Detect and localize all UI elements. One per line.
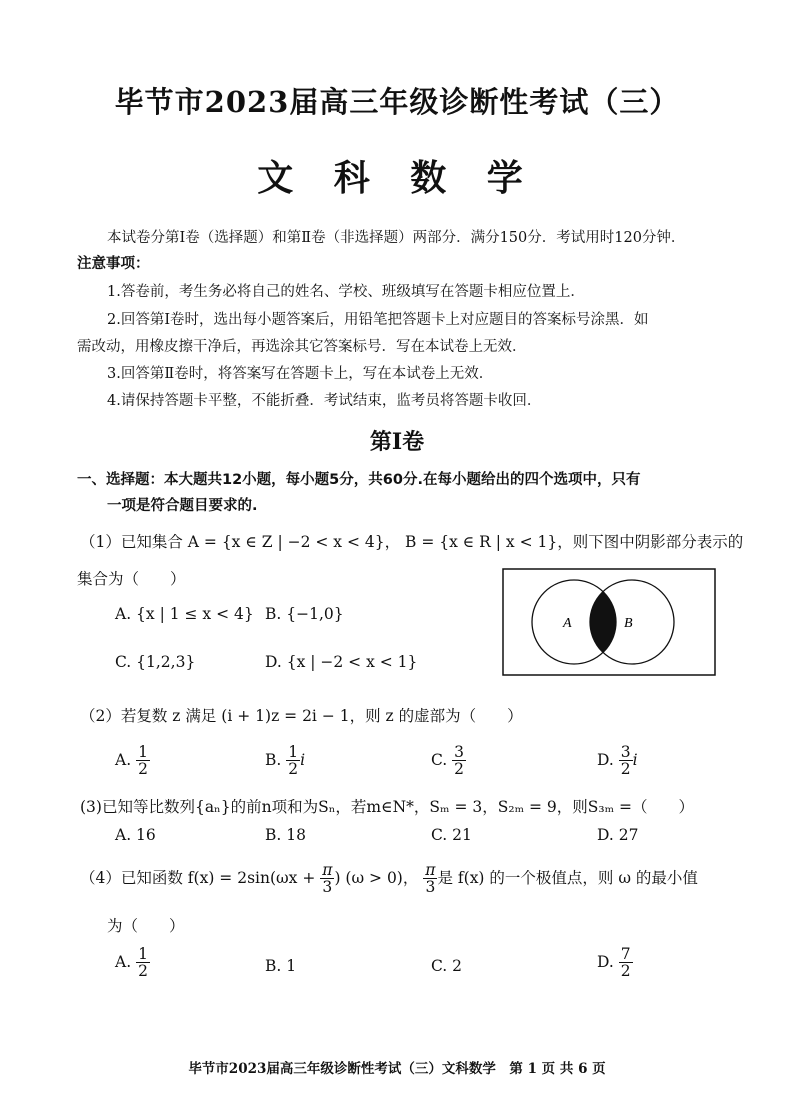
- q2-option-b: B. $\frac{1}{2}$ i: [265, 743, 306, 779]
- venn-label-a: A: [563, 616, 572, 631]
- q4-option-d: D. $\frac{7}{2}$: [597, 945, 631, 981]
- q1-option-d: D. {x | −2 < x < 1}: [265, 653, 418, 671]
- q4-option-b: B. 1: [265, 957, 297, 975]
- q1-option-a: A. {x | 1 ≤ x < 4}: [115, 605, 254, 623]
- q3-option-b: B. 18: [265, 826, 306, 844]
- q4-stem-cont: 为（ ）: [107, 917, 185, 935]
- q2-stem: （2）若复数 z 满足 (i + 1)z = 2i − 1，则 z 的虚部为（ ）: [80, 707, 523, 725]
- notice-item-3: 3.回答第Ⅱ卷时，将答案写在答题卡上，写在本试卷上无效．: [107, 366, 494, 382]
- notice-item-2: 2.回答第Ⅰ卷时，选出每小题答案后，用铅笔把答题卡上对应题目的答案标号涂黑．如: [107, 312, 649, 328]
- notice-heading: 注意事项：: [77, 256, 150, 272]
- page-footer: 毕节市2023届高三年级诊断性考试（三）文科数学 第 1 页 共 6 页: [188, 1061, 606, 1077]
- exam-title: 毕节市2023届高三年级诊断性考试（三）: [114, 85, 680, 119]
- venn-label-b: B: [624, 616, 633, 631]
- notice-item-1: 1.答卷前，考生务必将自己的姓名、学校、班级填写在答题卡相应位置上．: [107, 284, 585, 300]
- section-instruction: 一、选择题：本大题共12小题，每小题5分，共60分.在每小题给出的四个选项中，只有: [77, 472, 641, 488]
- q2-option-d: D. $\frac{3}{2}$ i: [597, 743, 638, 779]
- q1-stem-cont: 集合为（ ）: [77, 570, 186, 588]
- q3-option-c: C. 21: [431, 826, 472, 844]
- q2-option-a: A. $\frac{1}{2}$: [115, 743, 148, 779]
- q3-option-d: D. 27: [597, 826, 639, 844]
- notice-item-4: 4.请保持答题卡平整，不能折叠．考试结束，监考员将答题卡收回．: [107, 393, 542, 409]
- section-title: 第Ⅰ卷: [369, 429, 425, 455]
- q3-stem: (3)已知等比数列{aₙ}的前n项和为Sₙ，若m∈N*，Sₘ = 3，S₂ₘ = 9，则S₃ₘ =（ ）: [80, 798, 695, 816]
- notice-item-2-cont: 需改动，用橡皮擦干净后，再选涂其它答案标号．写在本试卷上无效．: [77, 339, 527, 355]
- q3-option-a: A. 16: [115, 826, 156, 844]
- q1-stem: （1）已知集合 A = {x ∈ Z | −2 < x < 4}， B = {x ∈ R | x < 1}，则下图中阴影部分表示的: [80, 533, 744, 551]
- section-instruction-cont: 一项是符合题目要求的.: [107, 498, 258, 514]
- venn-diagram: [502, 568, 716, 676]
- exam-subject: 文 科 数 学: [257, 157, 537, 199]
- q4-option-a: A. $\frac{1}{2}$: [115, 945, 148, 981]
- q4-stem: （4）已知函数 f(x) = 2sin(ωx + $\frac{\pi}{3}$ ) (ω > 0)， $\frac{\pi}{3}$ 是 f(x) 的一个极值点，则 ω 的最小值: [80, 861, 698, 897]
- q4-option-c: C. 2: [431, 957, 463, 975]
- q1-option-c: C. {1,2,3}: [115, 653, 196, 671]
- intro-text: 本试卷分第Ⅰ卷（选择题）和第Ⅱ卷（非选择题）两部分．满分150分．考试用时120分钟．: [107, 230, 686, 246]
- q2-option-c: C. $\frac{3}{2}$: [431, 743, 465, 779]
- q1-option-b: B. {−1,0}: [265, 605, 344, 623]
